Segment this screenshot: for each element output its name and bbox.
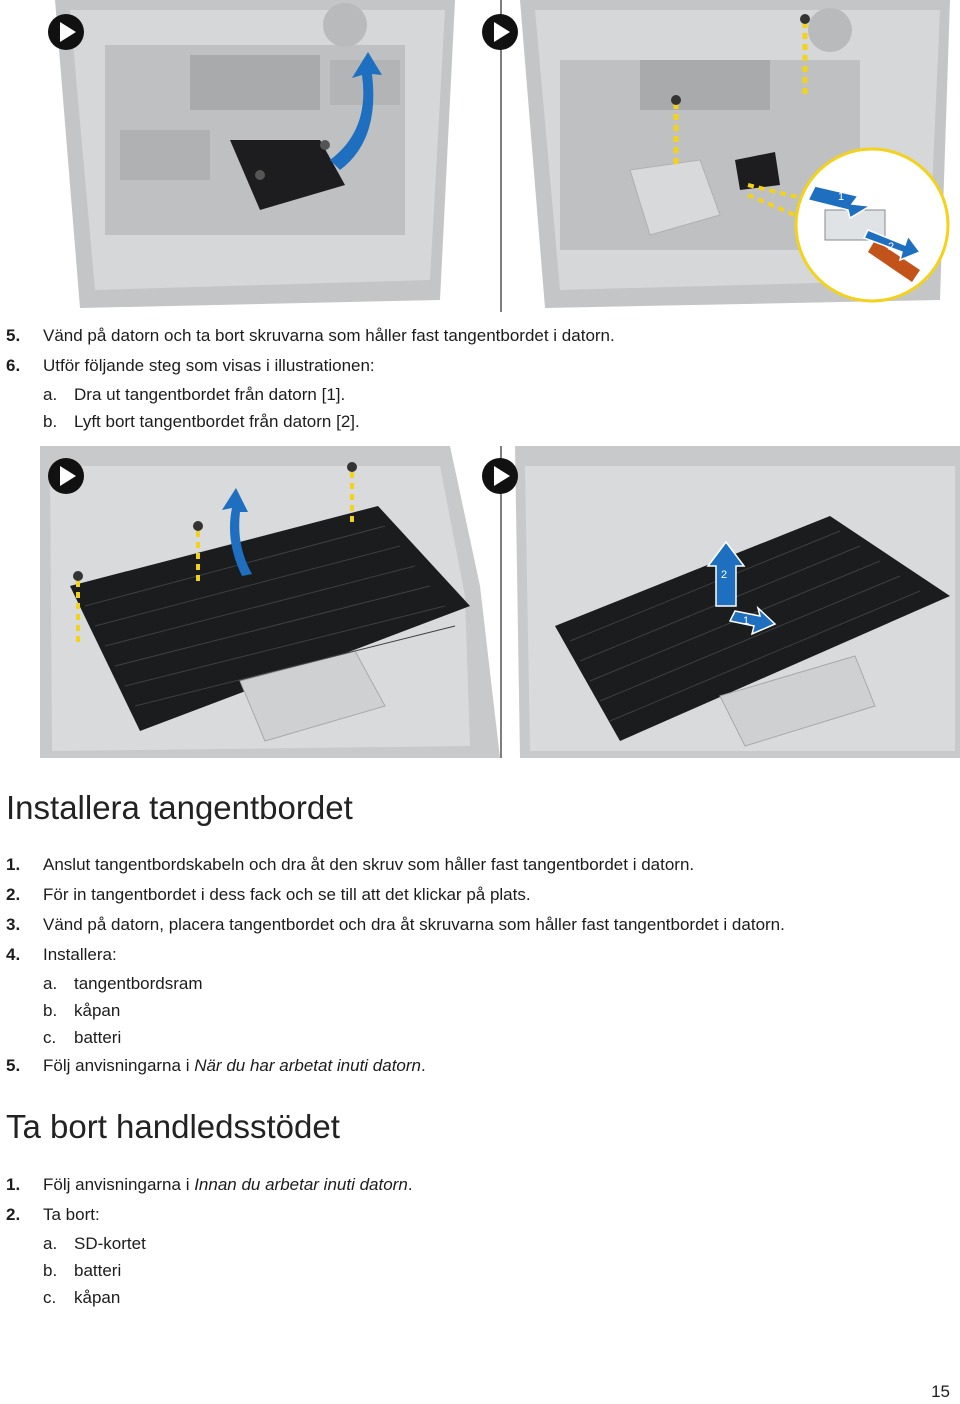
section-title-palmrest: Ta bort handledsstödet	[6, 1108, 340, 1145]
laptop-palmrest-left	[40, 446, 500, 758]
step-play-icon	[48, 14, 84, 50]
svg-text:2: 2	[721, 569, 728, 581]
reference-link[interactable]: Innan du arbetar inuti datorn	[194, 1175, 408, 1194]
section-title-install: Installera tangentbordet	[6, 789, 353, 826]
svg-text:1: 1	[743, 615, 750, 627]
reference-link[interactable]: När du har arbetat inuti datorn	[194, 1056, 422, 1075]
figure-keyboard-removal	[0, 446, 960, 758]
page-number: 15	[931, 1382, 950, 1401]
step-play-icon	[482, 14, 518, 50]
svg-text:1: 1	[838, 191, 845, 203]
figure-bottom-cover-removal	[0, 0, 960, 312]
laptop-base-left	[55, 0, 455, 308]
step-play-icon	[48, 458, 84, 494]
zoom-detail-connector	[796, 149, 948, 301]
svg-text:2: 2	[888, 241, 895, 253]
step-play-icon	[482, 458, 518, 494]
